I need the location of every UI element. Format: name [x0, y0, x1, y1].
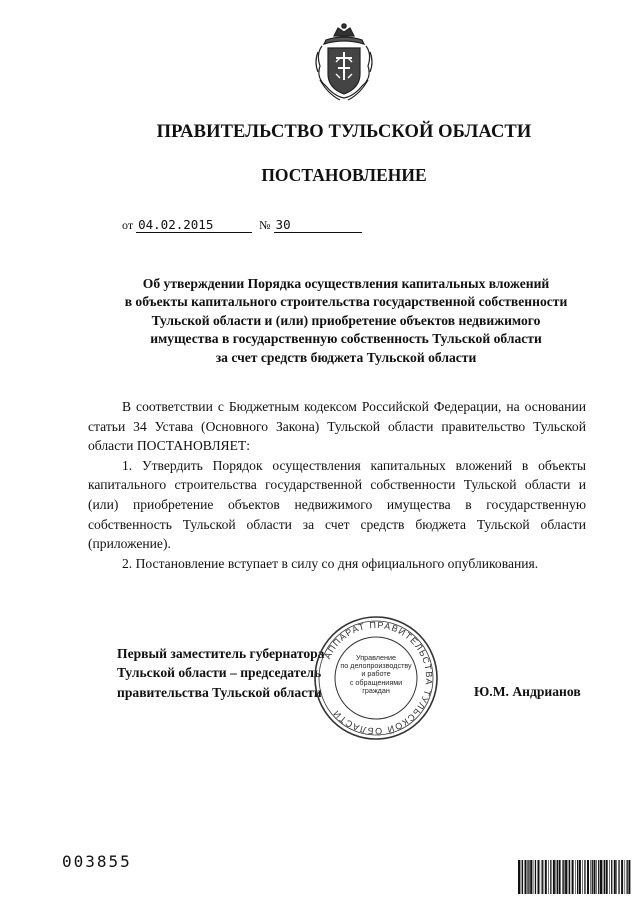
stamp-line: и работе	[361, 669, 391, 679]
barcode-bar	[568, 860, 569, 894]
barcode-bar	[614, 860, 616, 894]
stamp-line: Управление	[356, 653, 396, 662]
subject-line: Об утверждении Порядка осуществления капитальных вложений	[142, 276, 550, 291]
subject-line: Тульской области и (или) приобретение объектов недвижимого	[151, 312, 541, 328]
tula-coat-of-arms-icon	[312, 18, 376, 102]
barcode-bar	[590, 860, 591, 894]
preamble-paragraph: В соответствии с Бюджетным кодексом Российской Федерации, на основании статьи 34 Устава (Основного Закона) Тульской области правительство Тульской области ПОСТАНОВЛЯЕТ:	[88, 399, 586, 454]
stamp-ring-text: АППАРАТ ПРАВИТЕЛЬСТВА ТУЛЬСКОЙ ОБЛАСТИ	[322, 619, 435, 737]
document-subject	[96, 275, 596, 367]
barcode-bar	[557, 860, 558, 894]
item-paragraph: 1. Утвердить Порядок осуществления капитальных вложений в объекты капитального строительства государственной собственности Тульской области и (или) приобретение объектов недвижимого имущества в государственную собственность Тульской области за счет средств бюджета Тульской области (приложение).	[88, 457, 586, 552]
barcode-bar	[572, 860, 574, 894]
number-label: №	[259, 218, 271, 232]
barcode-bar	[559, 860, 561, 894]
barcode-icon	[517, 860, 633, 894]
barcode-bar	[565, 860, 567, 894]
barcode-bar	[553, 860, 555, 894]
serial-number: 003855	[62, 852, 132, 871]
barcode-bar	[562, 860, 563, 894]
government-title: ПРАВИТЕЛЬСТВО ТУЛЬСКОЙ ОБЛАСТИ	[156, 122, 532, 142]
barcode-bar	[609, 860, 610, 894]
signatory-line: Первый заместитель губернатора	[117, 646, 325, 661]
barcode-bar	[556, 860, 557, 894]
signatory-line: Тульской области – председатель	[117, 665, 322, 681]
barcode-bar	[538, 860, 540, 894]
date-label: от	[122, 218, 134, 232]
barcode-bar	[541, 860, 542, 894]
document-body	[88, 397, 586, 573]
barcode-bar	[533, 860, 534, 894]
barcode-bar	[528, 860, 529, 894]
subject-line: за счет средств бюджета Тульской области	[215, 349, 477, 365]
barcode-bar	[621, 860, 623, 894]
stamp-center-text	[334, 654, 418, 695]
barcode-bar	[616, 860, 617, 894]
barcode-bar	[550, 860, 551, 894]
barcode-bar	[579, 860, 581, 894]
barcode-bar	[582, 860, 583, 894]
signatory-line: правительства Тульской области	[117, 684, 322, 700]
barcode-bar	[611, 860, 612, 894]
signatory-name: Ю.М. Андрианов	[474, 684, 581, 699]
barcode-bar	[592, 860, 593, 894]
barcode-bar	[542, 860, 543, 894]
registration-line	[122, 217, 362, 233]
stamp-line: граждан	[362, 685, 390, 695]
subject-line: имущества в государственную собственность Тульской области	[150, 331, 542, 347]
barcode-bar	[584, 860, 585, 894]
barcode-bar	[518, 860, 520, 894]
document-type: ПОСТАНОВЛЕНИЕ	[261, 165, 427, 185]
barcode-bar	[545, 860, 547, 894]
barcode-bar	[577, 860, 578, 894]
barcode-bar	[606, 860, 608, 894]
barcode-bar	[627, 860, 628, 894]
barcode-bar	[618, 860, 619, 894]
number-value: 30	[274, 217, 362, 233]
barcode-bar	[522, 860, 523, 894]
barcode-bar	[603, 860, 604, 894]
subject-line: в объекты капитального строительства государственной собственности	[124, 294, 568, 310]
barcode-bar	[563, 860, 564, 894]
barcode-bar	[596, 860, 597, 894]
barcode-bar	[521, 860, 522, 894]
barcode-bar	[575, 860, 576, 894]
barcode-bar	[600, 860, 602, 894]
barcode-bar	[527, 860, 528, 894]
signatory-position	[117, 644, 324, 702]
stamp-line: по делопроизводству	[340, 661, 412, 671]
item-paragraph: 2. Постановление вступает в силу со дня официального опубликования.	[122, 555, 539, 571]
barcode-bar	[548, 860, 549, 894]
barcode-bar	[628, 860, 630, 894]
barcode-bar	[569, 860, 570, 894]
barcode-bar	[604, 860, 605, 894]
barcode-bar	[525, 860, 527, 894]
stamp-line: с обращениями	[349, 677, 403, 687]
barcode-bar	[625, 860, 626, 894]
barcode-bar	[587, 860, 589, 894]
date-value: 04.02.2015	[136, 217, 252, 233]
barcode-bar	[594, 860, 596, 894]
barcode-bar	[598, 860, 599, 894]
barcode-bar	[535, 860, 536, 894]
barcode-bar	[530, 860, 532, 894]
